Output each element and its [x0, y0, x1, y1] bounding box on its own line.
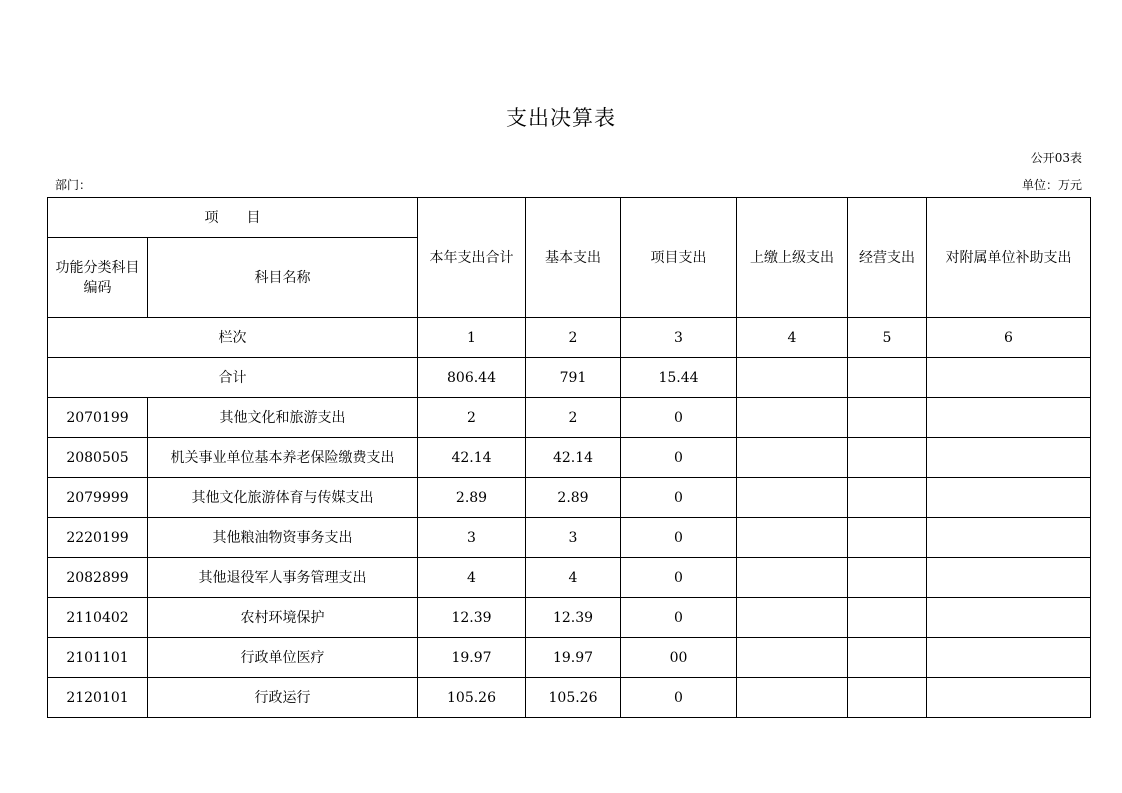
- row-value: 2.89: [526, 478, 621, 518]
- table-row: [48, 638, 1091, 678]
- row-value: [737, 558, 848, 598]
- row-value: 0: [621, 678, 737, 718]
- header-col-1: 本年支出合计: [418, 198, 526, 318]
- column-number: 4: [737, 318, 848, 358]
- expenditure-table: [47, 197, 1091, 718]
- total-value: 791: [526, 358, 621, 398]
- row-value: [927, 478, 1091, 518]
- department-label: 部门：: [55, 178, 92, 192]
- row-value: 2: [418, 398, 526, 438]
- column-number: 3: [621, 318, 737, 358]
- row-value: 0: [621, 558, 737, 598]
- table-row: [48, 438, 1091, 478]
- row-value: 4: [526, 558, 621, 598]
- row-value: [927, 558, 1091, 598]
- form-number: 公开03表: [1030, 151, 1082, 165]
- table-row: [48, 398, 1091, 438]
- total-value: [927, 358, 1091, 398]
- row-value: 19.97: [418, 638, 526, 678]
- table-row: [48, 518, 1091, 558]
- row-value: [927, 398, 1091, 438]
- row-value: 105.26: [526, 678, 621, 718]
- header-code: 功能分类科目编码: [48, 238, 148, 318]
- row-value: [848, 638, 927, 678]
- row-value: [848, 518, 927, 558]
- row-value: 00: [621, 638, 737, 678]
- total-value: [737, 358, 848, 398]
- row-name: 其他退役军人事务管理支出: [148, 558, 418, 598]
- column-number: 6: [927, 318, 1091, 358]
- row-name: 其他文化旅游体育与传媒支出: [148, 478, 418, 518]
- row-value: 2.89: [418, 478, 526, 518]
- total-label: 合计: [48, 358, 418, 398]
- row-value: [927, 438, 1091, 478]
- total-row: [48, 358, 1091, 398]
- header-col-5: 经营支出: [848, 198, 927, 318]
- row-code: 2079999: [48, 478, 148, 518]
- row-value: [927, 518, 1091, 558]
- row-value: [737, 438, 848, 478]
- row-value: 0: [621, 478, 737, 518]
- header-col-4: 上缴上级支出: [737, 198, 848, 318]
- row-name: 农村环境保护: [148, 598, 418, 638]
- column-number: 1: [418, 318, 526, 358]
- row-value: 12.39: [418, 598, 526, 638]
- header-name: 科目名称: [148, 238, 418, 318]
- row-code: 2082899: [48, 558, 148, 598]
- column-number: 2: [526, 318, 621, 358]
- row-name: 其他粮油物资事务支出: [148, 518, 418, 558]
- row-code: 2120101: [48, 678, 148, 718]
- row-value: 3: [526, 518, 621, 558]
- unit-label: 单位：万元: [1021, 178, 1082, 192]
- row-value: [737, 638, 848, 678]
- column-number-row: [48, 318, 1091, 358]
- column-row-label: 栏次: [48, 318, 418, 358]
- row-value: 42.14: [418, 438, 526, 478]
- total-value: 15.44: [621, 358, 737, 398]
- row-name: 其他文化和旅游支出: [148, 398, 418, 438]
- column-number: 5: [848, 318, 927, 358]
- row-name: 行政运行: [148, 678, 418, 718]
- row-code: 2220199: [48, 518, 148, 558]
- header-col-2: 基本支出: [526, 198, 621, 318]
- row-value: 0: [621, 518, 737, 558]
- row-value: [737, 478, 848, 518]
- row-code: 2080505: [48, 438, 148, 478]
- row-value: [848, 438, 927, 478]
- row-value: [737, 398, 848, 438]
- row-value: [737, 598, 848, 638]
- row-value: 0: [621, 438, 737, 478]
- row-value: 0: [621, 598, 737, 638]
- table-row: [48, 598, 1091, 638]
- row-value: 0: [621, 398, 737, 438]
- row-value: 42.14: [526, 438, 621, 478]
- page-title: 支出决算表: [506, 106, 616, 130]
- row-value: [848, 398, 927, 438]
- row-value: [737, 678, 848, 718]
- row-value: 19.97: [526, 638, 621, 678]
- row-value: 4: [418, 558, 526, 598]
- row-value: [848, 598, 927, 638]
- header-col-3: 项目支出: [621, 198, 737, 318]
- row-value: [927, 598, 1091, 638]
- row-value: 3: [418, 518, 526, 558]
- row-code: 2070199: [48, 398, 148, 438]
- row-value: [848, 558, 927, 598]
- header-col-6: 对附属单位补助支出: [927, 198, 1091, 318]
- row-name: 机关事业单位基本养老保险缴费支出: [148, 438, 418, 478]
- row-value: [737, 518, 848, 558]
- total-value: 806.44: [418, 358, 526, 398]
- row-value: 2: [526, 398, 621, 438]
- row-value: [927, 678, 1091, 718]
- header-project: 项 目: [48, 198, 418, 238]
- row-value: [848, 678, 927, 718]
- row-value: [927, 638, 1091, 678]
- row-value: 105.26: [418, 678, 526, 718]
- table-row: [48, 558, 1091, 598]
- row-value: [848, 478, 927, 518]
- total-value: [848, 358, 927, 398]
- row-code: 2101101: [48, 638, 148, 678]
- row-name: 行政单位医疗: [148, 638, 418, 678]
- row-code: 2110402: [48, 598, 148, 638]
- table-row: [48, 678, 1091, 718]
- row-value: 12.39: [526, 598, 621, 638]
- table-row: [48, 478, 1091, 518]
